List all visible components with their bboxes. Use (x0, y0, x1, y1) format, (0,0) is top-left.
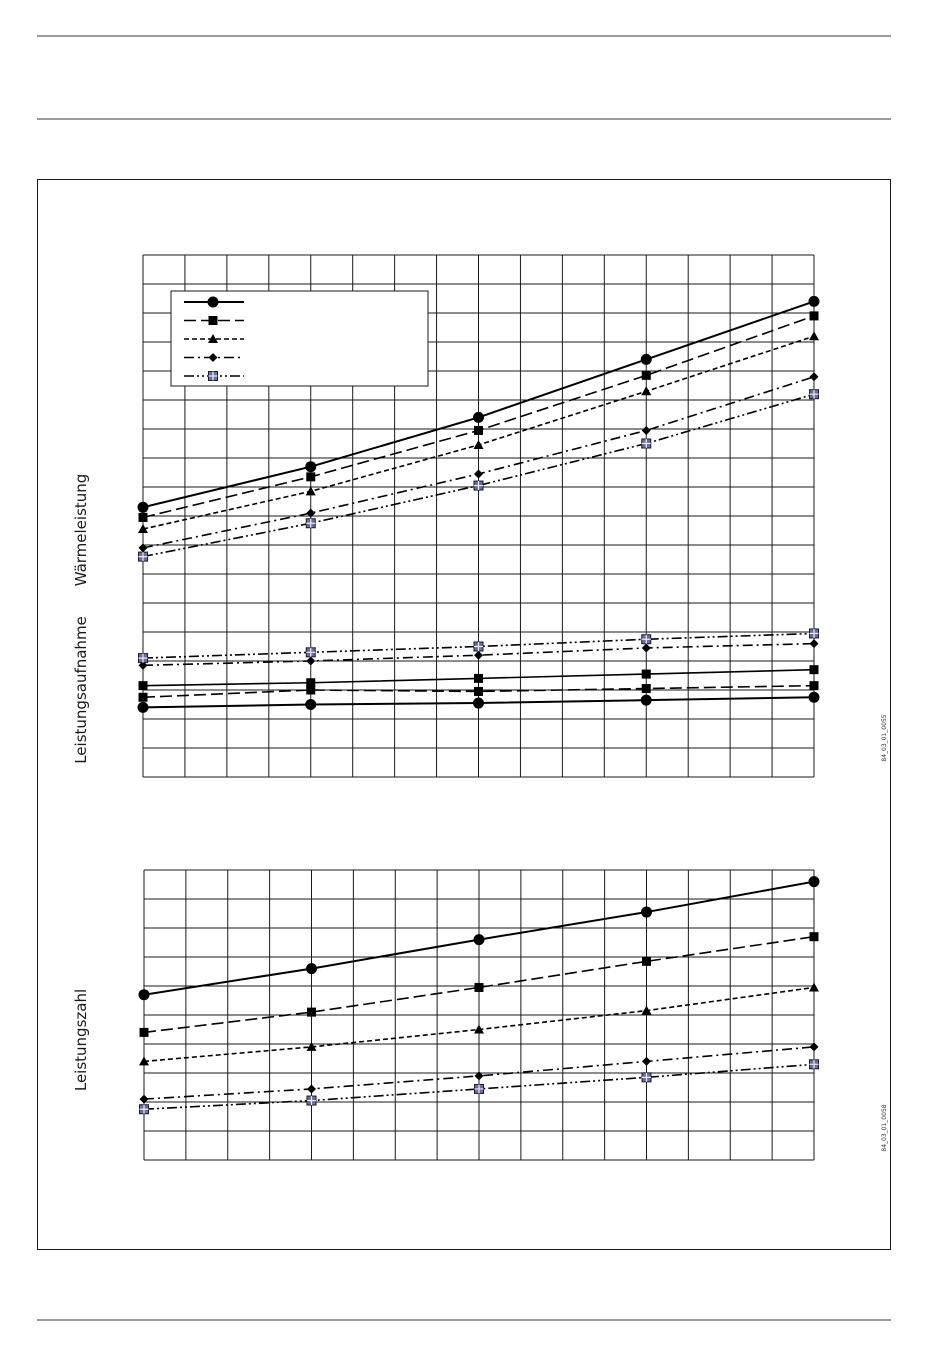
figure-reference-top: 84_03_01_0055 (881, 714, 888, 762)
cop-series-2-point (475, 983, 484, 992)
y-axis-label-cop: Leistungszahl (72, 988, 90, 1092)
heating-series-3-point (474, 440, 484, 449)
heating-series-2-point (642, 371, 651, 380)
heating-series-2-point (139, 513, 148, 522)
power-series-1-point (305, 699, 316, 710)
heating-series-3-point (306, 486, 316, 495)
bottom-chart-grid (144, 870, 814, 1160)
power-series-1-point (138, 702, 149, 713)
power-series-3-point (810, 665, 819, 674)
power-series-4-point (810, 639, 819, 648)
heating-series-2-point (474, 426, 483, 435)
heating-series-4-point (810, 372, 819, 381)
power-series-4-point (474, 651, 483, 660)
y-axis-label-heating: Wärmeleistung (72, 473, 90, 587)
power-series-4-point (306, 657, 315, 666)
heating-series-1-point (305, 461, 316, 472)
power-series-1-point (809, 692, 820, 703)
cop-series-4-point (642, 1057, 651, 1066)
heating-series-1-point (473, 412, 484, 423)
cop-series-3-point (809, 982, 819, 991)
power-series-3-point (642, 670, 651, 679)
legend-entry-2-marker (209, 316, 218, 325)
power-series-2-point (642, 684, 651, 693)
cop-series-1-point (809, 876, 820, 887)
power-series-1-point (641, 695, 652, 706)
power-series-3-point (306, 678, 315, 687)
cop-series-1-point (306, 963, 317, 974)
power-series-2-point (139, 693, 148, 702)
cop-series-2-point (810, 932, 819, 941)
heating-series-2-point (810, 311, 819, 320)
heating-series-2-point (306, 472, 315, 481)
cop-series-2-point (140, 1028, 149, 1037)
heating-series-3-point (809, 331, 819, 340)
power-series-3-point (139, 681, 148, 690)
cop-series-1-point (641, 907, 652, 918)
heating-series-3-point (641, 386, 651, 395)
power-series-1-point (473, 698, 484, 709)
power-series-4-point (642, 643, 651, 652)
heating-series-1-point (138, 502, 149, 513)
heating-series-4-point (642, 426, 651, 435)
cop-series-4-point (307, 1084, 316, 1093)
cop-series-1-point (474, 934, 485, 945)
cop-series-1-point (139, 989, 150, 1000)
y-axis-label-power-input: Leistungsaufnahme (72, 616, 90, 764)
heating-series-1-point (809, 296, 820, 307)
heating-series-1-point (641, 354, 652, 365)
power-series-2-point (474, 687, 483, 696)
chart-legend (171, 291, 428, 386)
legend-entry-1-marker (208, 297, 219, 308)
figure-reference-bottom: 84_03_01_0058 (881, 1104, 888, 1152)
cop-series-2-point (642, 957, 651, 966)
cop-series-2-point (307, 1008, 316, 1017)
heating-series-4-point (474, 469, 483, 478)
power-series-2-point (810, 681, 819, 690)
power-series-3-point (474, 674, 483, 683)
